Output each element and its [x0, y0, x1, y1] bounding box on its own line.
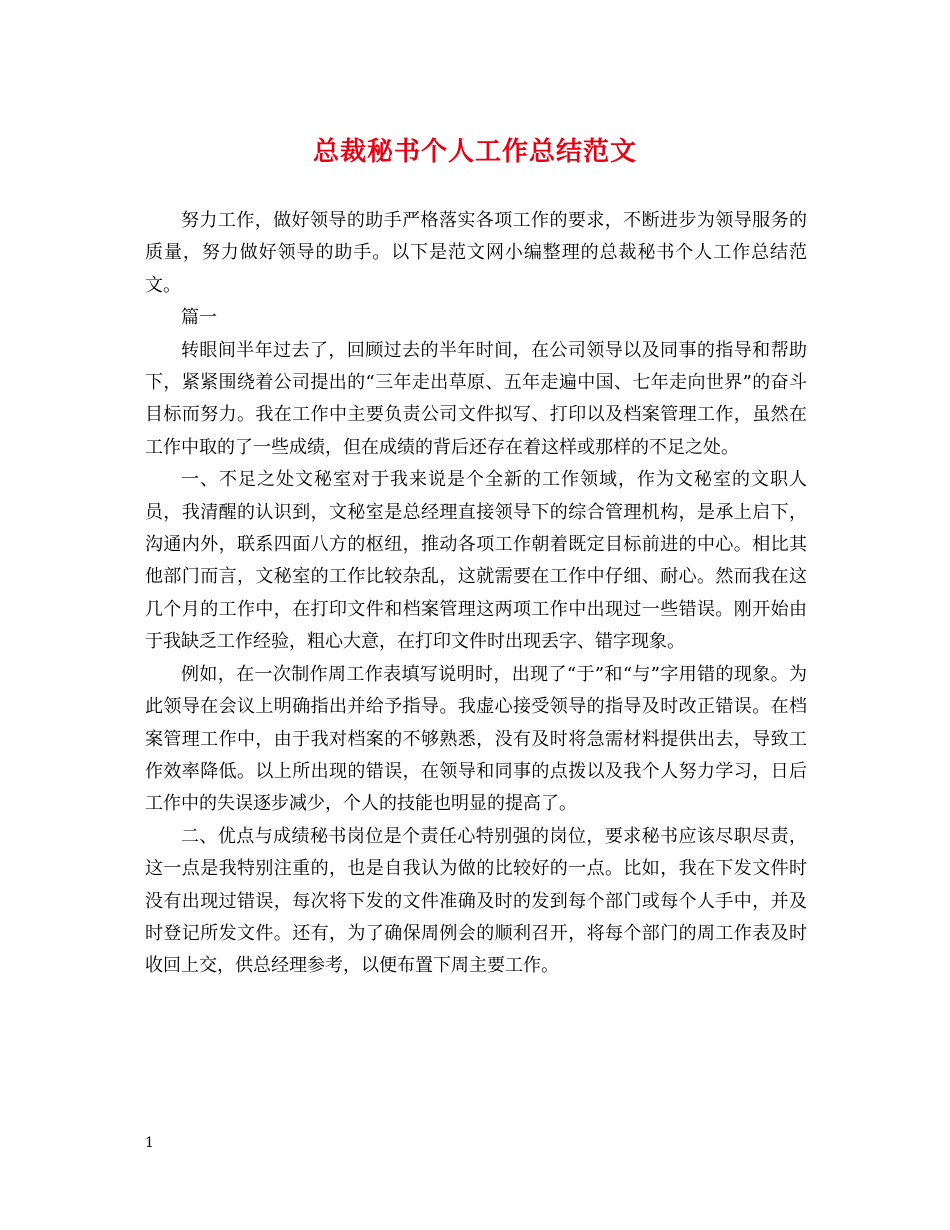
body-paragraph: 二、优点与成绩秘书岗位是个责任心特别强的岗位，要求秘书应该尽职尽责，这一点是我特别注重的，也是自我认为做的比较好的一点。比如，我在下发文件时没有出现过错误，每次将下发的文件准确及时的发到每个部门或每个人手中，并及时登记所发文件。还有，为了确保周例会的顺利召开，将每个部门的周工作表及时收回上交，供总经理参考，以便布置下周主要工作。 — [145, 825, 807, 977]
document-title: 总裁秘书个人工作总结范文 — [312, 137, 637, 167]
document-body — [145, 205, 807, 983]
section-heading: 篇一 — [181, 307, 217, 329]
body-paragraph: 一、不足之处文秘室对于我来说是个全新的工作领域，作为文秘室的文职人员，我清醒的认识到，文秘室是总经理直接领导下的综合管理机构，是承上启下，沟通内外，联系四面八方的枢纽，推动各项工作朝着既定目标前进的中心。相比其他部门而言，文秘室的工作比较杂乱，这就需要在工作中仔细、耐心。然而我在这几个月的工作中，在打印文件和档案管理这两项工作中出现过一些错误。刚开始由于我缺乏工作经验，粗心大意，在打印文件时出现丢字、错字现象。 — [145, 469, 807, 653]
body-paragraph: 转眼间半年过去了，回顾过去的半年时间，在公司领导以及同事的指导和帮助下，紧紧围绕着公司提出的“三年走出草原、五年走遍中国、七年走向世界”的奋斗目标而努力。我在工作中主要负责公司文件拟写、打印以及档案管理工作，虽然在工作中取的了一些成绩，但在成绩的背后还存在着这样或那样的不足之处。 — [145, 339, 807, 458]
intro-paragraph: 努力工作，做好领导的助手严格落实各项工作的要求，不断进步为领导服务的质量，努力做好领导的助手。以下是范文网小编整理的总裁秘书个人工作总结范文。 — [145, 210, 807, 296]
body-paragraph: 例如，在一次制作周工作表填写说明时，出现了“于”和“与”字用错的现象。为此领导在会议上明确指出并给予指导。我虚心接受领导的指导及时改正错误。在档案管理工作中，由于我对档案的不够熟悉，没有及时将急需材料提供出去，导致工作效率降低。以上所出现的错误，在领导和同事的点拨以及我个人努力学习，日后工作中的失误逐步减少，个人的技能也明显的提高了。 — [145, 663, 807, 815]
page-number: 1 — [145, 1135, 154, 1151]
